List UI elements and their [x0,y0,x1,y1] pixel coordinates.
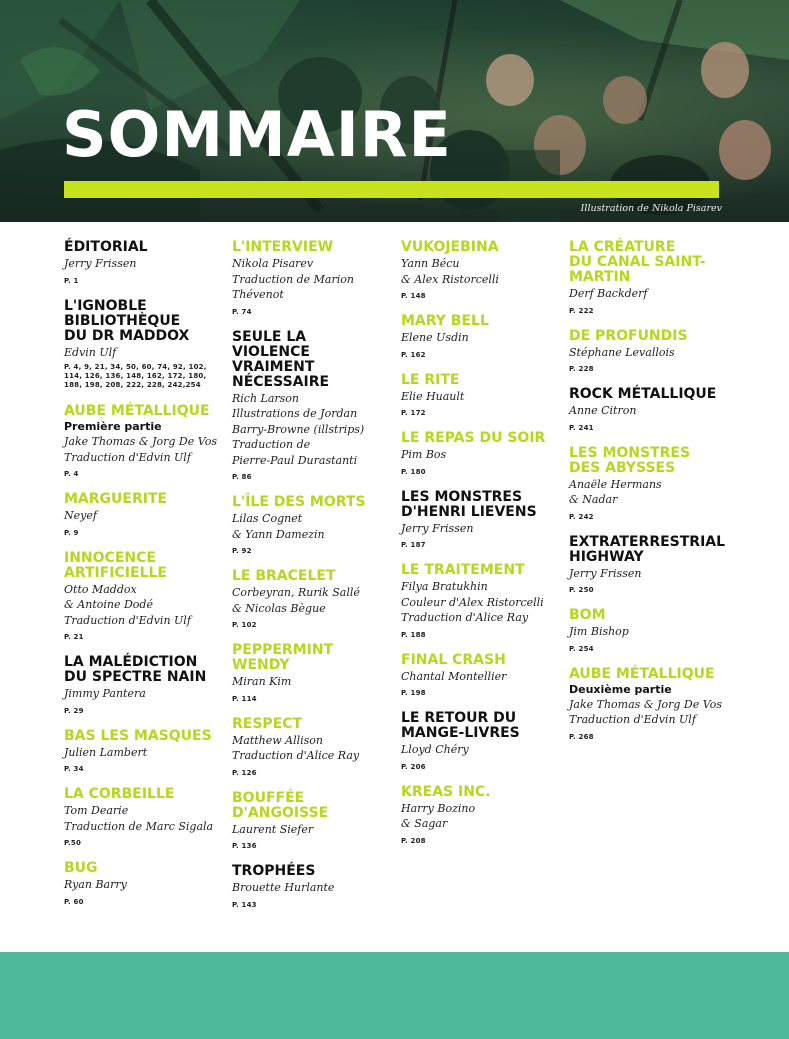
author-line: Nikola Pisarev [232,257,314,270]
toc-entry [64,240,219,285]
author-line: Ryan Barry [64,878,127,891]
entry-page-number: P. 9 [64,528,79,537]
entry-title: LE BRACELET [232,568,336,584]
author-line: Stéphane Levallois [569,345,675,359]
toc-entry [64,655,219,715]
author-line: Anne Citron [569,404,637,417]
author-line: Derf Backderf [569,287,648,300]
entry-page-number: P. 254 [569,644,594,653]
author-line: & Sagar [401,817,448,830]
footer-band [0,952,789,1039]
entry-title: HIGHWAY [569,548,644,565]
entry-title: RESPECT [232,715,303,732]
entry-authors [64,686,219,702]
toc-entry [401,490,566,550]
toc-entry [401,314,566,359]
entry-page-number: P. 34 [64,765,84,773]
entry-title: SEULE LA [232,328,307,345]
entry-authors [401,801,566,832]
entry-subtitle: Première partie [64,420,162,433]
entry-title: EXTRATERRESTRIAL [569,533,726,550]
toc-entry [569,535,729,595]
entry-title: VRAIMENT [232,358,315,375]
entry-page-number: P. 180 [401,467,426,476]
author-line: Filya Bratukhin [401,580,488,593]
entry-authors [64,434,219,465]
toc-entry [64,492,219,537]
entry-title: BOM [569,607,606,623]
entry-page-number: P. 188 [401,630,426,639]
toc-entry [569,446,729,521]
toc-column-2 [232,240,392,923]
entry-page-number: P. 92 [232,547,252,555]
entry-page-number: P. 4 [64,470,79,478]
toc-entry [64,551,219,642]
author-line: Lloyd Chéry [401,743,469,756]
entry-title: DU CANAL SAINT- [569,254,706,270]
author-line: & Antoine Dodé [64,598,153,611]
author-line: & Nicolas Bègue [232,601,326,615]
entry-title: BUG [64,860,98,876]
entry-authors [401,742,566,758]
entry-title: LE REPAS DU SOIR [401,430,546,446]
entry-title: WENDY [232,657,290,673]
entry-page-number: P. 1 [64,276,79,285]
entry-title: L'ÎLE DES MORTS [232,494,366,510]
author-line: Jerry Frissen [401,521,474,535]
entry-authors [232,391,392,469]
toc-entry [401,785,566,845]
toc-entry [232,791,392,851]
entry-title: KREAS INC. [401,783,491,800]
entry-subtitle: Deuxième partie [569,682,672,696]
author-line: & Nadar [569,493,618,506]
author-line: Traduction de Marc Sigala [64,819,214,833]
entry-page-number: P. 4, 9, 21, 34, 50, 60, 74, 92, 102, 114, 126, 136, 148, 162, 172, 180, 188, 198, 208, 222, 228, 242,254 [64,363,207,389]
entry-page-number: P. 136 [232,842,257,850]
author-line: Julien Lambert [64,745,148,759]
entry-title: MARGUERITE [64,491,168,507]
toc-entry [401,240,566,300]
author-line: Couleur d'Alex Ristorcelli [401,595,544,609]
author-line: Elene Usdin [401,331,469,344]
toc-column-3 [401,240,566,859]
entry-title: LA CORBEILLE [64,786,175,802]
entry-title: FINAL CRASH [401,651,506,668]
author-line: Jerry Frissen [64,257,137,270]
entry-authors [401,447,566,463]
entry-title: BAS LES MASQUES [64,727,212,744]
entry-page-number: P. 206 [401,762,426,771]
author-line: Lilas Cognet [232,512,303,525]
author-line: Miran Kim [232,675,292,688]
entry-title: L'INTERVIEW [232,239,334,255]
author-line: Neyef [64,509,97,522]
author-line: Jimmy Pantera [64,687,146,700]
title-underline-bar [64,181,719,198]
author-line: Thévenot [232,288,284,301]
entry-title: D'ANGOISSE [232,804,329,821]
entry-title: ÉDITORIAL [64,239,148,255]
illustration-credit: Illustration de Nikola Pisarev [580,203,722,214]
toc-entry [64,787,219,847]
entry-authors [232,511,392,542]
entry-authors [569,403,729,419]
author-line: Barry-Browne (illstrips) [232,422,365,436]
entry-title: LE RITE [401,371,460,388]
author-line: Edvin Ulf [64,345,117,359]
entry-authors [64,877,219,893]
toc-entry [232,240,392,316]
entry-title: LA CRÉATURE [569,239,676,255]
author-line: Traduction d'Alice Ray [232,749,360,762]
entry-title: PEPPERMINT [232,642,334,658]
author-line: Jake Thomas & Jorg De Vos [569,697,722,711]
toc-entry [401,373,566,418]
entry-authors [64,508,219,524]
author-line: Corbeyran, Rurik Sallé [232,586,360,599]
entry-authors [64,745,219,761]
entry-page-number: P. 86 [232,473,252,481]
toc-column-1 [64,240,219,920]
entry-title: MARTIN [569,269,631,285]
entry-page-number: P. 143 [232,900,257,909]
entry-authors [232,585,392,616]
entry-title: TROPHÉES [232,863,316,879]
author-line: Elie Huault [401,389,465,403]
entry-page-number: P. 102 [232,621,257,629]
entry-title: AUBE MÉTALLIQUE [569,665,715,682]
entry-authors [401,330,566,346]
entry-authors [232,256,392,303]
toc-entry [64,404,219,478]
entry-authors [569,286,729,302]
author-line: & Alex Ristorcelli [401,272,499,286]
entry-authors [569,477,729,508]
entry-authors [64,345,219,361]
toc-entry [569,329,729,374]
toc-entry [401,431,566,476]
toc-entry [64,861,219,906]
author-line: Anaële Hermans [569,477,662,491]
entry-title: VIOLENCE [232,343,310,360]
entry-page-number: P. 242 [569,512,594,521]
author-line: Illustrations de Jordan [232,407,358,420]
entry-title: NÉCESSAIRE [232,373,330,390]
entry-page-number: P. 241 [569,423,594,432]
author-line: & Yann Damezin [232,527,325,541]
entry-title: D'HENRI LIEVENS [401,503,537,520]
entry-title: MARY BELL [401,313,489,329]
entry-title: AUBE MÉTALLIQUE [64,403,210,419]
entry-page-number: P. 162 [401,350,426,359]
entry-authors [401,521,566,537]
author-line: Tom Dearie [64,804,129,817]
toc-entry [64,729,219,774]
entry-page-number: P. 268 [569,732,594,741]
toc-entry [569,667,729,741]
entry-authors [401,669,566,685]
entry-page-number: P. 228 [569,365,594,373]
entry-title: LE RETOUR DU [401,710,517,726]
entry-page-number: P. 198 [401,689,426,697]
entry-title: L'IGNOBLE [64,297,147,314]
toc-entry [232,569,392,629]
toc-entry [569,387,729,432]
author-line: Jake Thomas & Jorg De Vos [64,435,217,448]
entry-title: DE PROFUNDIS [569,327,688,344]
entry-authors [401,579,566,626]
page-title: SOMMAIRE [62,98,452,171]
entry-page-number: P.50 [64,839,82,847]
entry-title: DES ABYSSES [569,459,676,476]
author-line: Traduction d'Edvin Ulf [64,450,191,464]
toc-entry [232,495,392,555]
author-line: Traduction d'Alice Ray [401,611,529,624]
toc-entry [64,299,219,391]
toc-entry [232,717,392,777]
entry-page-number: P. 172 [401,409,426,417]
toc-entry [401,711,566,771]
toc-entry [401,563,566,639]
entry-authors [64,582,219,629]
toc-entry [232,864,392,909]
entry-authors [232,674,392,690]
toc-entry [232,643,392,703]
author-line: Otto Maddox [64,582,137,596]
header-illustration [0,0,789,222]
entry-authors [401,256,566,287]
author-line: Matthew Allison [232,733,324,747]
entry-title: BOUFFÉE [232,789,305,806]
author-line: Traduction de Marion [232,272,354,286]
entry-title: LES MONSTRES [401,488,523,505]
entry-page-number: P. 29 [64,706,84,715]
author-line: Traduction de [232,438,311,451]
entry-title: LE TRAITEMENT [401,562,525,578]
entry-title: ROCK MÉTALLIQUE [569,386,717,402]
entry-page-number: P. 250 [569,586,594,594]
author-line: Rich Larson [232,391,300,405]
entry-authors [569,566,729,582]
entry-authors [401,389,566,405]
author-line: Jim Bishop [569,625,629,638]
entry-authors [232,822,392,838]
entry-page-number: P. 21 [64,633,84,641]
author-line: Harry Bozino [401,801,476,815]
toc-entry [569,240,729,315]
entry-page-number: P. 60 [64,897,84,906]
entry-page-number: P. 114 [232,694,257,703]
entry-title: DU SPECTRE NAIN [64,669,207,685]
entry-title: LES MONSTRES [569,444,691,461]
author-line: Pierre-Paul Durastanti [232,453,358,467]
author-line: Traduction d'Edvin Ulf [569,713,696,726]
entry-authors [232,733,392,764]
entry-authors [232,880,392,896]
entry-authors [64,256,219,272]
entry-page-number: P. 208 [401,836,426,845]
author-line: Jerry Frissen [569,566,642,580]
entry-page-number: P. 74 [232,307,252,316]
entry-title: LA MALÉDICTION [64,654,198,670]
entry-title: INNOCENCE [64,549,156,566]
author-line: Laurent Siefer [232,822,314,836]
entry-title: BIBLIOTHÈQUE [64,312,181,329]
entry-title: ARTIFICIELLE [64,564,167,581]
entry-authors [569,624,729,640]
entry-page-number: P. 126 [232,768,257,777]
toc-column-4 [569,240,729,755]
entry-page-number: P. 148 [401,292,426,300]
entry-title: MANGE-LIVRES [401,725,520,741]
entry-authors [64,803,219,834]
entry-authors [569,697,729,728]
author-line: Yann Bécu [401,257,460,270]
author-line: Brouette Hurlante [232,881,335,894]
entry-title: DU DR MADDOX [64,327,190,344]
author-line: Chantal Montellier [401,669,507,683]
entry-page-number: P. 187 [401,541,426,549]
entry-authors [569,345,729,361]
entry-title: VUKOJEBINA [401,239,499,255]
author-line: Pim Bos [401,448,447,461]
toc-entry [569,608,729,653]
entry-page-number: P. 222 [569,306,594,315]
toc-entry [401,653,566,698]
toc-entry [232,330,392,482]
author-line: Traduction d'Edvin Ulf [64,613,191,627]
